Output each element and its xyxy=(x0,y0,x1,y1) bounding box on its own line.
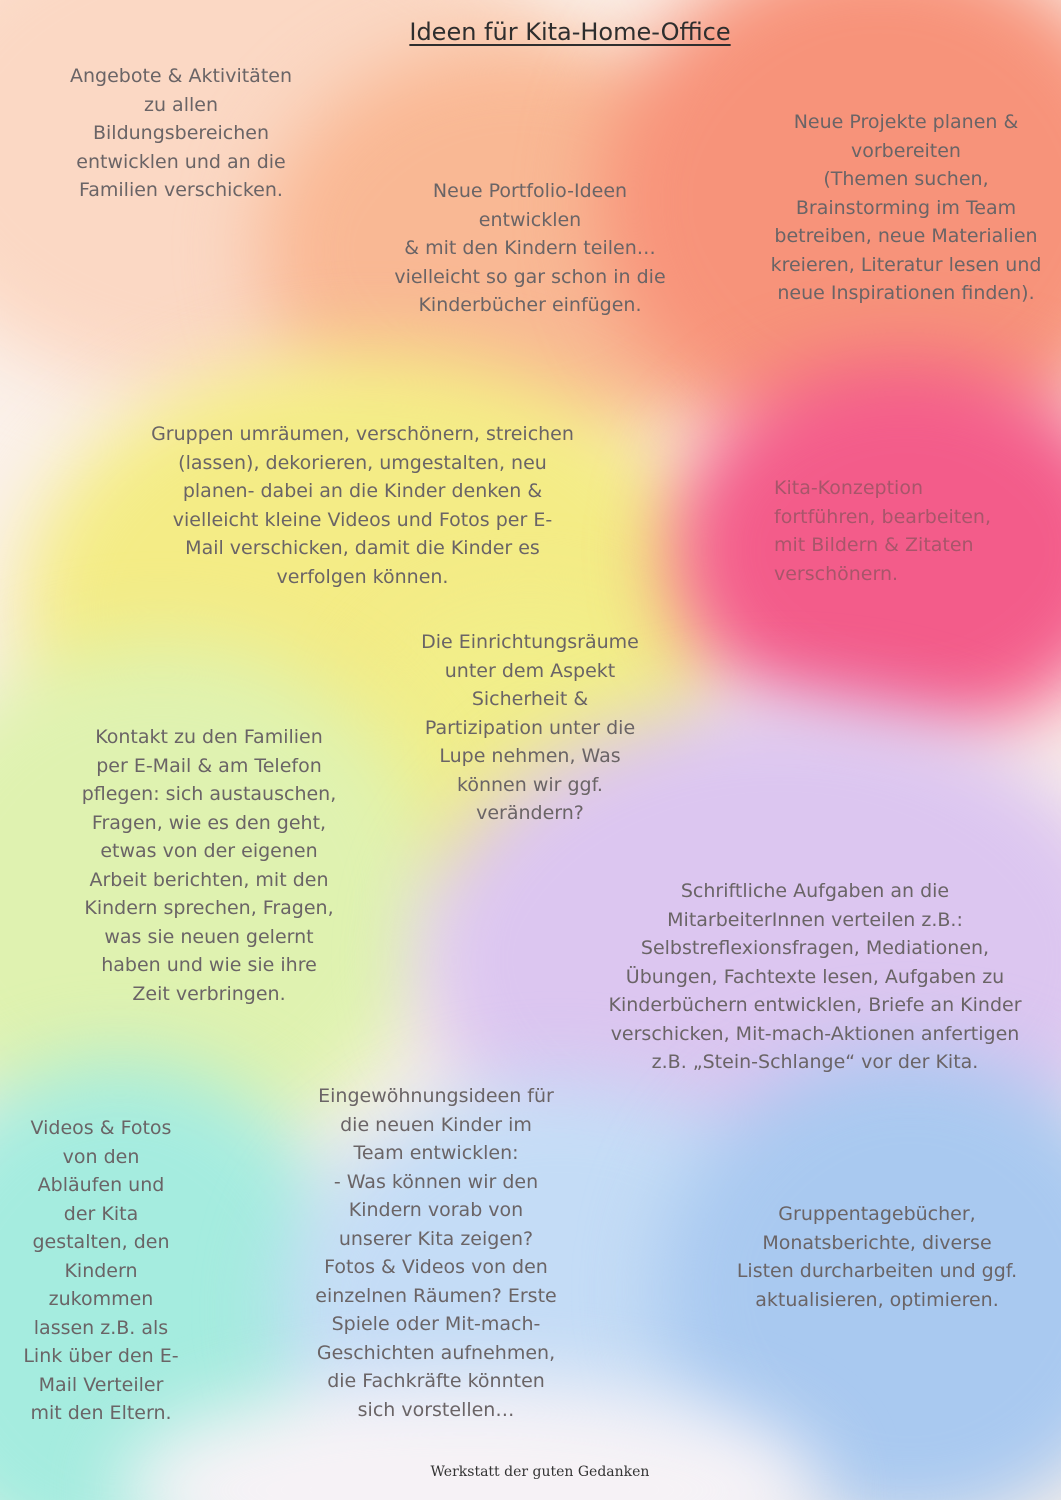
idea-angebote: Angebote & Aktivitäten zu allen Bildungsbereichen entwicklen und an die Familien verschicken. xyxy=(69,65,293,201)
idea-gruppentagebuecher: Gruppentagebücher, Monatsberichte, diverse Listen durcharbeiten und ggf. aktualisieren, optimieren. xyxy=(736,1203,1018,1311)
footer-signature: Werkstatt der guten Gedanken xyxy=(430,1464,650,1480)
idea-kontakt: Kontakt zu den Familien per E-Mail & am Telefon pflegen: sich austauschen, Fragen, wie es den geht, etwas von der eigenen Arbeit berichten, mit den Kindern sprechen, Fragen, was sie neuen gelernt haben und wie sie ihre Zeit verbringen. xyxy=(81,726,337,1005)
idea-konzeption: Kita-Konzeption fortführen, bearbeiten, mit Bildern & Zitaten verschönern. xyxy=(774,477,992,585)
idea-schriftlich: Schriftliche Aufgaben an die MitarbeiterInnen verteilen z.B.: Selbstreflexionsfragen, Mediationen, Übungen, Fachtexte lesen, Aufgaben zu Kinderbüchern entwicklen, Briefe an Kinder verschicken, Mit-mach-Aktionen anfertigen z.B. „Stein-Schlange“ vor der Kita. xyxy=(608,880,1022,1073)
idea-einrichtung: Die Einrichtungsräume unter dem Aspekt Sicherheit & Partizipation unter die Lupe nehmen, Was können wir ggf. verändern? xyxy=(421,631,639,824)
idea-portfolio: Neue Portfolio-Ideen entwicklen & mit den Kindern teilen… vielleicht so gar schon in die Kinderbücher einfügen. xyxy=(394,180,666,316)
idea-videos: Videos & Fotos von den Abläufen und der Kita gestalten, den Kindern zukommen lassen z.B. als Link über den E- Mail Verteiler mit den Eltern. xyxy=(23,1117,179,1424)
page-title: Ideen für Kita-Home-Office xyxy=(409,18,731,46)
idea-gruppen: Gruppen umräumen, verschönern, streichen (lassen), dekorieren, umgestalten, neu planen- dabei an die Kinder denken & vielleicht kleine Videos und Fotos per E- Mail verschicken, damit die Kinder es verfolgen können. xyxy=(151,423,574,588)
idea-eingewoehnung: Eingewöhnungsideen für die neuen Kinder im Team entwicklen: - Was können wir den Kindern vorab von unserer Kita zeigen? Fotos & Videos von den einzelnen Räumen? Erste Spiele oder Mit-mach- Geschichten aufnehmen, die Fachkräfte könnten sich vorstellen… xyxy=(315,1085,557,1421)
idea-projekte: Neue Projekte planen & vorbereiten (Themen suchen, Brainstorming im Team betreiben, neue Materialien kreieren, Literatur lesen und neue Inspirationen finden). xyxy=(770,111,1042,304)
